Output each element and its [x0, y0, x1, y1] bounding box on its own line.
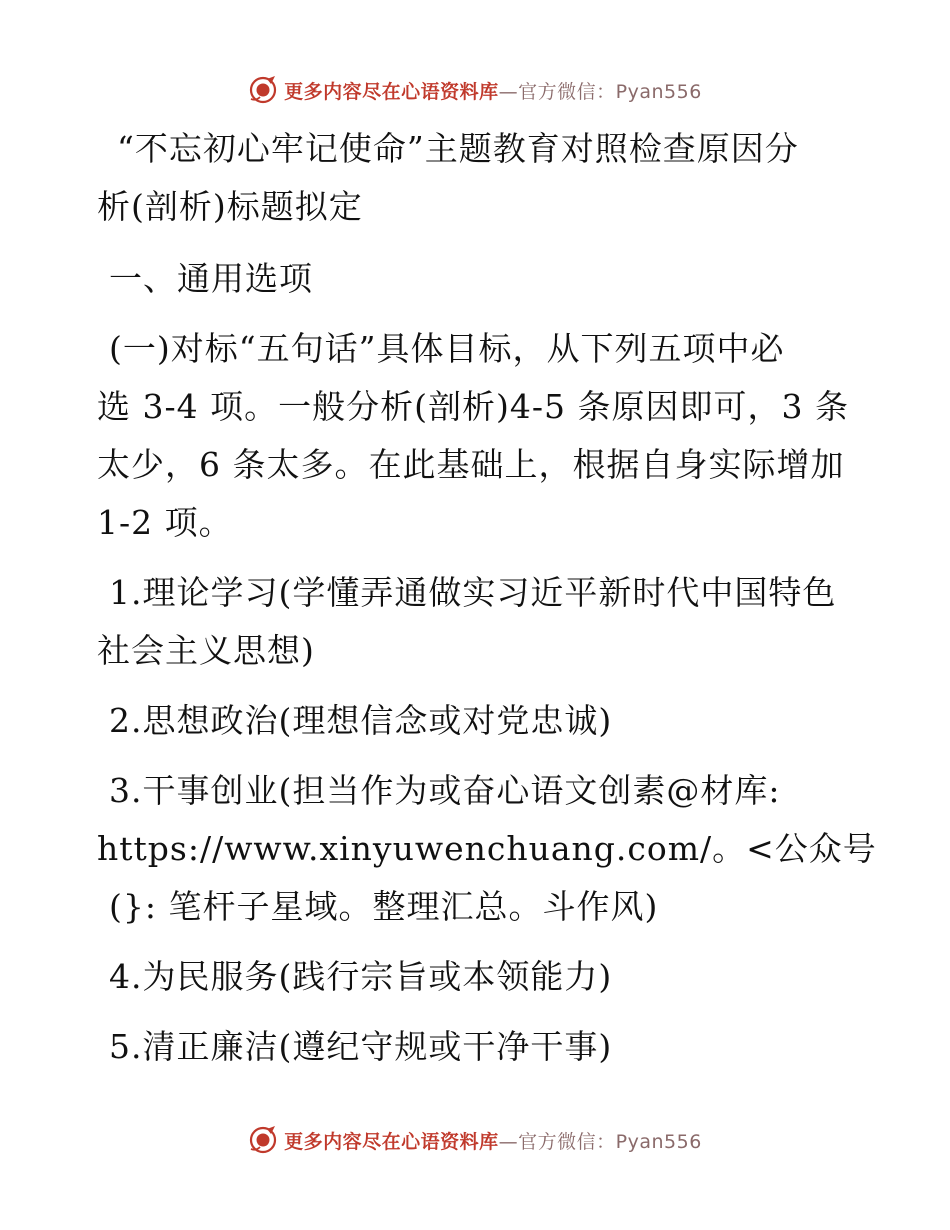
para1-line-4: 1-2 项。 — [97, 503, 233, 542]
watermark-wechat-text: 官方微信：Pyan556 — [518, 80, 702, 103]
section-heading-general-options: 一、通用选项 — [109, 259, 313, 298]
item1-line-2: 社会主义思想) — [97, 631, 315, 670]
watermark-dash: — — [498, 80, 519, 103]
item3-line-1: 3.干事创业(担当作为或奋心语文创素@材库: — [109, 771, 781, 810]
quill-seal-logo-icon — [248, 1125, 278, 1155]
footer-watermark — [0, 1120, 950, 1160]
item1-line-1: 1.理论学习(学懂弄通做实习近平新时代中国特色 — [109, 573, 837, 612]
quill-seal-logo-icon — [248, 75, 278, 105]
item5: 5.清正廉洁(遵纪守规或干净干事) — [109, 1027, 613, 1066]
para1-line-3: 太少，6 条太多。在此基础上，根据自身实际增加 — [97, 445, 845, 484]
para1-line-2: 选 3-4 项。一般分析(剖析)4-5 条原因即可，3 条 — [97, 387, 849, 426]
doc-title-line-2: 析(剖析)标题拟定 — [97, 187, 363, 226]
watermark-red-text: 更多内容尽在心语资料库 — [284, 1130, 499, 1153]
header-watermark — [0, 70, 950, 110]
item3-line-3: (}: 笔杆子星域。整理汇总。斗作风) — [109, 887, 659, 926]
item3-line-2-url: https://www.xinyuwenchuang.com/。<公众号 — [97, 829, 877, 868]
item2: 2.思想政治(理想信念或对党忠诚) — [109, 701, 613, 740]
watermark-red-text: 更多内容尽在心语资料库 — [284, 80, 499, 103]
document-body — [97, 120, 877, 1076]
watermark-dash: — — [498, 1130, 519, 1153]
para1-line-1: (一)对标“五句话”具体目标，从下列五项中必 — [109, 329, 785, 368]
doc-title-line-1: “不忘初心牢记使命”主题教育对照检查原因分 — [117, 129, 799, 168]
watermark-wechat-text: 官方微信：Pyan556 — [518, 1130, 702, 1153]
item4: 4.为民服务(践行宗旨或本领能力) — [109, 957, 613, 996]
